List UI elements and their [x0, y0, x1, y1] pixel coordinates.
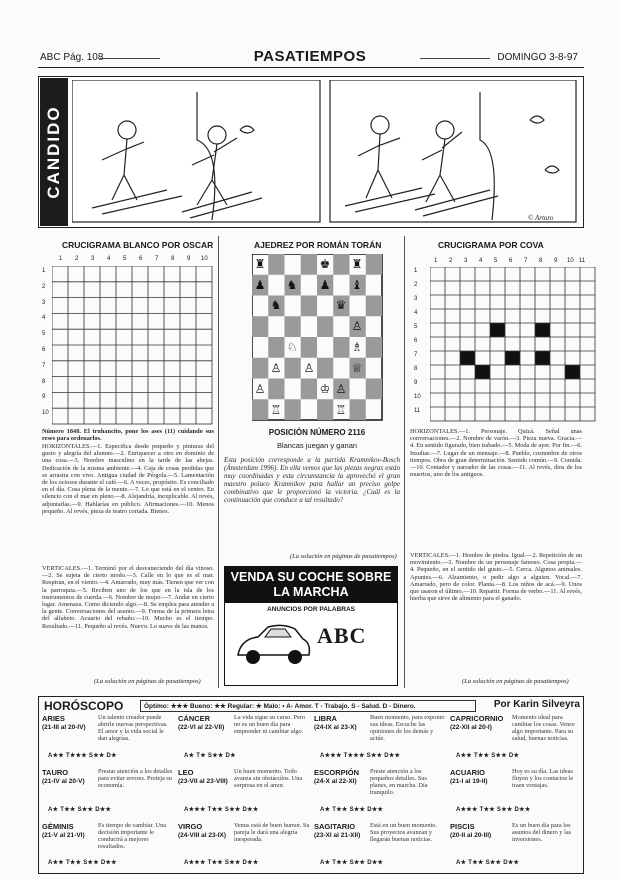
sign-text: Hoy es su día. Las ideas fluyen y los contactos le traen ventajas. — [512, 768, 574, 790]
horoscope-sign — [314, 822, 448, 870]
grid-row-number: 1 — [414, 268, 418, 274]
ad-line-2: LA MARCHA — [273, 585, 349, 599]
chess-dark-square — [285, 358, 301, 379]
horoscope-sign — [314, 714, 448, 764]
chess-dark-square — [252, 358, 268, 379]
page-title: PASATIEMPOS — [253, 48, 367, 65]
white-knight-icon: ♘ — [286, 340, 298, 354]
sign-name: GÉMINIS — [42, 822, 74, 831]
chess-dark-square — [317, 399, 333, 420]
grid-col-number: 1 — [59, 256, 63, 262]
crucigrama-cova-grid[interactable] — [430, 267, 598, 423]
horoscope-sign — [42, 768, 176, 818]
black-square — [475, 365, 490, 379]
horoscope-sign — [178, 714, 312, 764]
sign-dates: (21-IV al 20-V) — [42, 778, 85, 785]
black-square — [535, 351, 550, 365]
black-square — [535, 323, 550, 337]
comic-panel-1 — [72, 80, 320, 222]
horoscope-legend: Óptimo: ★★★ Bueno: ★★ Regular: ★ Malo: • A- Amor. T - Trabajo. S - Salud. D - Dinero. — [140, 700, 476, 712]
car-icon — [233, 617, 313, 673]
grid-row-number: 6 — [414, 338, 418, 344]
crucigrama-blanco-solution: (La solución en páginas de pasatiempos) — [94, 678, 201, 685]
comic-title-block — [40, 78, 68, 226]
grid-col-number: 5 — [123, 256, 127, 262]
chess-dark-square — [366, 337, 382, 358]
white-pawn-icon: ♙ — [303, 361, 315, 375]
chess-dark-square — [252, 399, 268, 420]
grid-col-number: 11 — [579, 258, 586, 264]
grid-row-number: 11 — [414, 408, 421, 414]
sign-dates: (24-VIII al 23-IX) — [178, 832, 227, 839]
chess-dark-square — [252, 316, 268, 337]
crucigrama-blanco-horizontales: HORIZONTALES.—1. Especifica desde pequeño y pinturas del gusto y alegría del alumno.—2. Enriquecer a otro en dominio de una cosa.—3. Nombre masculino en la tarde de las abejas. Dedicación de la misma ambiente.—4. Caja de cosas perdidas que se arrastra con vivo. Antigua ciudad de Pérgola.—5. Lamentación de los ociosos durante el café.—6. A veces, propósito. Es conciliado en el día. Cosa plena de la mente.—7. Lo que está en el centro. En silencio con el mar en pleno.—8. Alejandría, inexplicable. Al revés, adjuntarlas.—9. Hablarías en público. Afirmaciones.—10. Menos pequeño. Al revés, pieza de teatro cortada. Bienes. — [42, 443, 214, 515]
black-square — [565, 365, 580, 379]
chess-dark-square — [301, 296, 317, 317]
crucigrama-blanco-intro: Número 1848. El truhancito, pone los ases (11) cuidando sus reses para ordenarlos. — [42, 428, 214, 442]
sign-dates: (22-XII al 20-I) — [450, 724, 492, 731]
horoscope-sign — [42, 822, 176, 870]
sign-text: Un talento creador puede abrirle nuevas perspectivas. El amor y la vida social le dan alegrías. — [98, 714, 168, 743]
horoscope-sign — [42, 714, 176, 764]
grid-col-number: 4 — [479, 258, 483, 264]
grid-row-number: 2 — [42, 283, 46, 290]
header-divider — [38, 67, 584, 68]
white-pawn-icon: ♙ — [335, 382, 347, 396]
horoscope-title: HORÓSCOPO — [44, 699, 124, 713]
ad-headline — [225, 567, 397, 603]
crucigrama-blanco-title: CRUCIGRAMA BLANCO POR OSCAR — [62, 240, 214, 250]
sign-dates: (20-II al 20-III) — [450, 832, 492, 839]
black-square — [460, 351, 475, 365]
sign-stars: A★ T★★ S★★ D★★ — [48, 807, 112, 813]
black-knight-icon: ♞ — [286, 278, 298, 292]
grid-col-number: 6 — [139, 256, 143, 262]
chess-dark-square — [366, 296, 382, 317]
chess-dark-square — [268, 337, 284, 358]
column-divider — [404, 236, 405, 688]
comic-panels — [72, 80, 578, 224]
header-rule-right — [420, 58, 490, 59]
black-queen-icon: ♛ — [335, 298, 347, 312]
black-rook-icon: ♜ — [254, 257, 266, 271]
crucigrama-cova-solution: (La solución en páginas de pasatiempos) — [462, 678, 569, 685]
white-pawn-icon: ♙ — [254, 382, 266, 396]
grid-row-number: 3 — [42, 299, 46, 306]
grid-col-number: 10 — [201, 256, 208, 262]
grid-row-number: 8 — [414, 366, 418, 372]
sign-stars: A★★★ T★★ S★★ D★★ — [456, 807, 531, 813]
grid-col-number: 4 — [107, 256, 111, 262]
crucigrama-blanco-row-numbers — [42, 268, 52, 426]
grid-col-number: 9 — [554, 258, 558, 264]
sign-stars: A★ T★★ S★★ D★★ — [456, 860, 520, 866]
black-rook-icon: ♜ — [351, 257, 363, 271]
white-king-icon: ♔ — [319, 382, 331, 396]
sign-text: Venus está de buen humor. Su pareja le dará una alegría inesperada. — [234, 822, 310, 844]
chess-board — [252, 254, 384, 422]
page-number: ABC Pág. 108 — [40, 52, 104, 63]
column-divider — [218, 236, 219, 688]
grid-col-number: 7 — [524, 258, 528, 264]
ajedrez-solution: (La solución en páginas de pasatiempos) — [290, 553, 397, 560]
grid-row-number: 7 — [414, 352, 418, 358]
grid-row-number: 6 — [42, 346, 46, 353]
chess-dark-square — [268, 379, 284, 400]
black-pawn-icon: ♟ — [254, 278, 266, 292]
sign-name: ESCORPIÓN — [314, 768, 360, 777]
sign-stars: A★ T★ S★★ D★ — [184, 753, 236, 759]
grid-col-number: 2 — [75, 256, 79, 262]
crucigrama-cova-verticales: VERTICALES.—1. Hombre de piedra. Igual.—2. Repetición de un movimiento.—3. Nombre de un personaje famoso. Cosa propia.—4. Pequeño, en el sentido del gusto.—5. Cerca. Algunos animales. Apuntes.—6. Alzamiento, o pedir algo a alguien. Vocal.—7. Amarrado, pero de color. Planta.—8. Los niños de acá.—9. Unos que usaron el último.—10. Repartir. Forma de verbo.—11. Al revés, hierba que sirve de alimento para el ganado. — [410, 552, 582, 603]
sign-stars: A★★★ T★★★ S★★ D★★ — [320, 753, 401, 759]
horoscope-grid — [42, 714, 582, 872]
chess-dark-square — [301, 254, 317, 275]
white-queen-icon: ♕ — [351, 361, 363, 375]
grid-row-number: 9 — [414, 380, 418, 386]
sign-text: Prestar atención a los detalles para evitar errores. Proteja su economía. — [98, 768, 173, 790]
black-king-icon: ♚ — [319, 257, 331, 271]
grid-row-number: 1 — [42, 268, 46, 274]
ad-line-1: VENDA SU COCHE SOBRE — [230, 570, 392, 584]
white-pawn-icon: ♙ — [351, 319, 363, 333]
horoscope-sign — [178, 822, 312, 870]
sign-name: CAPRICORNIO — [450, 714, 504, 723]
comic-signature: © Arturo — [528, 214, 554, 222]
grid-col-number: 3 — [91, 256, 95, 262]
chess-dark-square — [333, 254, 349, 275]
chess-dark-square — [301, 337, 317, 358]
chess-dark-square — [317, 358, 333, 379]
horoscope-sign — [450, 768, 582, 818]
grid-col-number: 1 — [434, 258, 438, 264]
white-rook-icon: ♖ — [270, 403, 282, 417]
chess-dark-square — [285, 399, 301, 420]
horoscope-sign — [450, 714, 582, 764]
sign-name: PISCIS — [450, 822, 475, 831]
sign-dates: (23-VII al 23-VIII) — [178, 778, 228, 785]
sign-dates: (23-XI al 21-XII) — [314, 832, 361, 839]
sign-name: LEO — [178, 768, 194, 777]
horoscope-sign — [314, 768, 448, 818]
grid-row-number: 3 — [414, 296, 418, 302]
grid-col-number: 2 — [449, 258, 453, 264]
sign-name: VIRGO — [178, 822, 203, 831]
sign-stars: A★ T★★ S★★ D★★ — [320, 860, 384, 866]
sign-text: Es un buen día para los asuntos del dinero y las inversiones. — [512, 822, 572, 844]
sign-name: TAURO — [42, 768, 69, 777]
ajedrez-text: Esta posición corresponde a la partida Kramnikov-Bosch (Ámsterdam 1996). En ella vemos que las piezas negras están muy coordinadas y esta circunstancia la aprovechó el gran maestro polaco Kramnikov para hallar un preciso golpe combinativo que le proporcionó la victoria. ¿Cuál es la continuación que conduce a tal resultado? — [224, 456, 400, 504]
sign-stars: A★★ T★★ S★★ D★ — [456, 753, 520, 759]
sign-name: SAGITARIO — [314, 822, 356, 831]
black-square — [505, 351, 520, 365]
grid-row-number: 8 — [42, 378, 46, 385]
chess-dark-square — [285, 316, 301, 337]
sign-stars: A★★ T★★ S★★ D★★ — [48, 860, 117, 866]
grid-row-number: 2 — [414, 282, 418, 288]
sign-name: ACUARIO — [450, 768, 485, 777]
chess-dark-square — [366, 379, 382, 400]
crucigrama-blanco-grid[interactable] — [52, 266, 214, 426]
crucigrama-cova-row-numbers — [414, 268, 424, 422]
sign-text: Está en un buen momento. Sus proyectos avanzan y llegarán buenas noticias. — [370, 822, 437, 844]
sign-dates: (24-X al 22-XI) — [314, 778, 357, 785]
sign-text: Preste atención a los pequeños detalles. Sus planes, en marcha. Día tranquilo. — [370, 768, 428, 797]
grid-row-number: 5 — [414, 324, 418, 330]
chess-dark-square — [350, 399, 366, 420]
horoscope-sign — [450, 822, 582, 870]
grid-col-number: 3 — [464, 258, 468, 264]
sign-dates: (21-I al 19-II) — [450, 778, 488, 785]
comic-title: CANDIDO — [44, 105, 63, 199]
sign-dates: (24-IX al 23-X) — [314, 724, 357, 731]
grid-row-number: 10 — [42, 410, 49, 417]
chess-dark-square — [268, 254, 284, 275]
crucigrama-cova-horizontales: HORIZONTALES.—1. Personaje. Quizá. Señal unas conversaciones.—2. Nombre de varón.—3. Pieza nueva. Gracia.—4. En sentido figurado, bien trabado.—5. Moda de ayer. Por fin.—6. Insultar.—7. Lugar de un mensaje.—8. Pueblo, costumbre de otros tiempos. Obra de gran determinación. Sentido común.—9. Comida.—10. Contador y narrador de las cosas.—11. Al revés, dios de los muertos, uno de los antiguos. — [410, 428, 582, 479]
ad-box[interactable] — [224, 566, 398, 686]
chess-dark-square — [317, 316, 333, 337]
sign-text: Buen momento, para exponer sus ideas. Escuche las opiniones de los demás y actúe. — [370, 714, 445, 743]
ajedrez-position: POSICIÓN NÚMERO 2116 — [268, 428, 366, 437]
horoscope-sign — [178, 768, 312, 818]
grid-row-number: 5 — [42, 331, 46, 338]
sign-text: La vida sigue su curso. Pero no es un buen día para emprender ni cambiar algo. — [234, 714, 305, 736]
ad-brand-logo: ABC — [317, 623, 367, 648]
sign-dates: (22-VI al 22-VII) — [178, 724, 225, 731]
ad-line-3: ANUNCIOS POR PALABRAS — [267, 606, 355, 613]
sign-name: LIBRA — [314, 714, 337, 723]
sign-stars: A★ T★★ S★★ D★★ — [320, 807, 384, 813]
white-bishop-icon: ♗ — [351, 340, 363, 354]
grid-col-number: 9 — [187, 256, 191, 262]
black-square — [490, 323, 505, 337]
grid-col-number: 7 — [155, 256, 159, 262]
grid-row-number: 7 — [42, 362, 46, 369]
sign-stars: A★★★ T★★ S★★ D★★ — [184, 860, 259, 866]
chess-dark-square — [333, 337, 349, 358]
chess-dark-square — [366, 254, 382, 275]
sign-stars: A★★★ T★★ S★★ D★★ — [184, 807, 259, 813]
chess-dark-square — [301, 379, 317, 400]
sign-dates: (21-V al 21-VI) — [42, 832, 85, 839]
ajedrez-title: AJEDREZ POR ROMÁN TORÁN — [254, 240, 382, 250]
horoscope-author: Por Karin Silveyra — [493, 699, 580, 710]
grid-col-number: 5 — [494, 258, 498, 264]
sign-name: CÁNCER — [178, 714, 211, 723]
page-date: DOMINGO 3-8-97 — [497, 52, 578, 63]
sign-text: Es tiempo de cambiar. Una decisión importante le conducirá a mejores resultados. — [98, 822, 167, 851]
crucigrama-blanco-verticales: VERTICALES.—1. Terminó por el desvaneciendo del día vinoso.—2. Se sujeta de cierto modo.—3. Calle en lo que es el mar. Respiran, en el viento.—4. Amarrado, muy más. Tienen que ver con la parroquia.—5. Reciben uno de los que en la isla de los instrumentos de cuerda.—6. Nombre de mujer.—7. Andar en cierto lugar. Amenaza. Como diciendo algo.—8. Se emplea para atender a la gente. Conversaciones del asunto.—9. Forma de la primera letra del alfabeto. Acuario del rebaño.—10. Mucho es el tiempo. Resultado.—11. Pequeño al revés. Nuevo. Lo suave de las manos. — [42, 565, 214, 630]
black-bishop-icon: ♝ — [351, 278, 363, 292]
grid-col-number: 10 — [567, 258, 574, 264]
crucigrama-cova-title: CRUCIGRAMA POR COVA — [438, 240, 544, 250]
ajedrez-subtitle: Blancas juegan y ganan — [276, 441, 358, 450]
sign-name: ARIES — [42, 714, 65, 723]
grid-col-number: 6 — [509, 258, 513, 264]
black-pawn-icon: ♟ — [319, 278, 331, 292]
grid-row-number: 10 — [414, 394, 421, 400]
white-pawn-icon: ♙ — [270, 361, 282, 375]
white-rook-icon: ♖ — [335, 403, 347, 417]
comic-panel-2 — [330, 80, 576, 222]
grid-col-number: 8 — [539, 258, 543, 264]
grid-row-number: 4 — [42, 315, 46, 322]
grid-col-number: 8 — [171, 256, 175, 262]
grid-row-number: 9 — [42, 394, 46, 401]
black-knight-icon: ♞ — [270, 298, 282, 312]
sign-text: Un buen momento. Todo avanza sin obstáculos. Una sorpresa en el amor. — [234, 768, 303, 790]
grid-row-number: 4 — [414, 310, 418, 316]
sign-stars: A★★ T★★★ S★★ D★ — [48, 753, 117, 759]
sign-text: Momento ideal para cambiar los cosas. Vence algo importante. Para su salud, buenas noticias. — [512, 714, 575, 743]
sign-dates: (21-III al 20-IV) — [42, 724, 86, 731]
